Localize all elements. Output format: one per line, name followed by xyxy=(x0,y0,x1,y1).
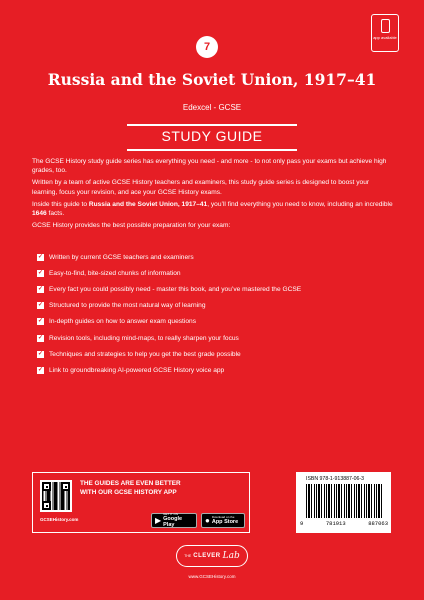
play-icon: ▶ xyxy=(155,516,162,525)
google-play-badge[interactable]: ▶ GET IT ON Google Play xyxy=(151,513,197,528)
study-guide-label: STUDY GUIDE xyxy=(161,128,263,144)
barcode-digits: 9 781913 887063 xyxy=(300,520,388,527)
fact-count: 1646 xyxy=(32,210,47,218)
isbn-number: ISBN 978-1-913887-06-3 xyxy=(306,476,364,482)
intro-paragraph-1: The GCSE History study guide series has everything you need - and more - to not only pass your exams but achieve high grades, too. xyxy=(32,158,387,175)
feature-item: ✓ Easy-to-find, bite-sized chunks of information xyxy=(38,269,181,277)
intro-text xyxy=(32,157,394,233)
feature-item: ✓ Every fact you could possibly need - master this book, and you’ve mastered the GCSE xyxy=(38,285,302,293)
checkbox-icon: ✓ xyxy=(38,366,44,373)
feature-item: ✓ Written by current GCSE teachers and examiners xyxy=(38,253,194,261)
isbn-barcode xyxy=(296,472,391,533)
feature-item: ✓ Structured to provide the most natural way of learning xyxy=(38,302,206,310)
website-link[interactable]: GCSEHistory.com xyxy=(40,517,79,522)
divider-top xyxy=(127,124,297,126)
book-title: Russia and the Soviet Union, 1917–41 xyxy=(47,70,377,89)
promo-headline: THE GUIDES ARE EVEN BETTER WITH OUR GCSE HISTORY APP xyxy=(80,480,181,496)
qr-code[interactable] xyxy=(40,480,72,512)
footer-website[interactable]: www.GCSEHistory.com xyxy=(188,574,236,579)
checkbox-icon: ✓ xyxy=(38,269,44,276)
checkbox-icon: ✓ xyxy=(38,318,44,325)
exam-board-subtitle: Edexcel - GCSE xyxy=(182,103,242,112)
phone-icon xyxy=(381,19,390,33)
topic-name: Russia and the Soviet Union, 1917–41 xyxy=(88,200,208,208)
checkbox-icon: ✓ xyxy=(38,334,44,341)
app-promo-box xyxy=(32,472,250,533)
apple-icon: ● xyxy=(205,516,210,525)
divider-bottom xyxy=(127,149,297,151)
feature-item: ✓ In-depth guides on how to answer exam questions xyxy=(38,318,196,326)
checkbox-icon: ✓ xyxy=(38,285,44,292)
app-store-badge[interactable]: ● Download on the App Store xyxy=(201,513,245,528)
checkbox-icon: ✓ xyxy=(38,253,44,260)
intro-paragraph-3: Inside this guide to Russia and the Soviet Union, 1917–41, you’ll find everything you need to know, including an incredible 1646 facts. xyxy=(32,200,393,218)
publisher-logo: THE CLEVER Lab xyxy=(176,545,248,567)
feature-item: ✓ Techniques and strategies to help you get the best grade possible xyxy=(38,350,241,358)
feature-checklist xyxy=(37,249,387,379)
checkbox-icon: ✓ xyxy=(38,350,44,357)
checkbox-icon: ✓ xyxy=(38,302,44,309)
barcode-bars xyxy=(306,484,382,518)
intro-paragraph-2: Written by a team of active GCSE History teachers and examiners, this study guide series is designed to boost your learning, focus your revision, and ace your GCSE History exams. xyxy=(32,179,370,196)
app-available-badge[interactable] xyxy=(371,14,399,52)
feature-item: ✓ Revision tools, including mind-maps, to really sharpen your focus xyxy=(38,334,239,342)
intro-paragraph-4: GCSE History provides the best possible preparation for your exam: xyxy=(32,222,231,230)
feature-item: ✓ Link to groundbreaking AI-powered GCSE History voice app xyxy=(38,366,225,374)
app-available-label: app available xyxy=(373,35,397,40)
book-number-badge: 7 xyxy=(196,36,218,58)
